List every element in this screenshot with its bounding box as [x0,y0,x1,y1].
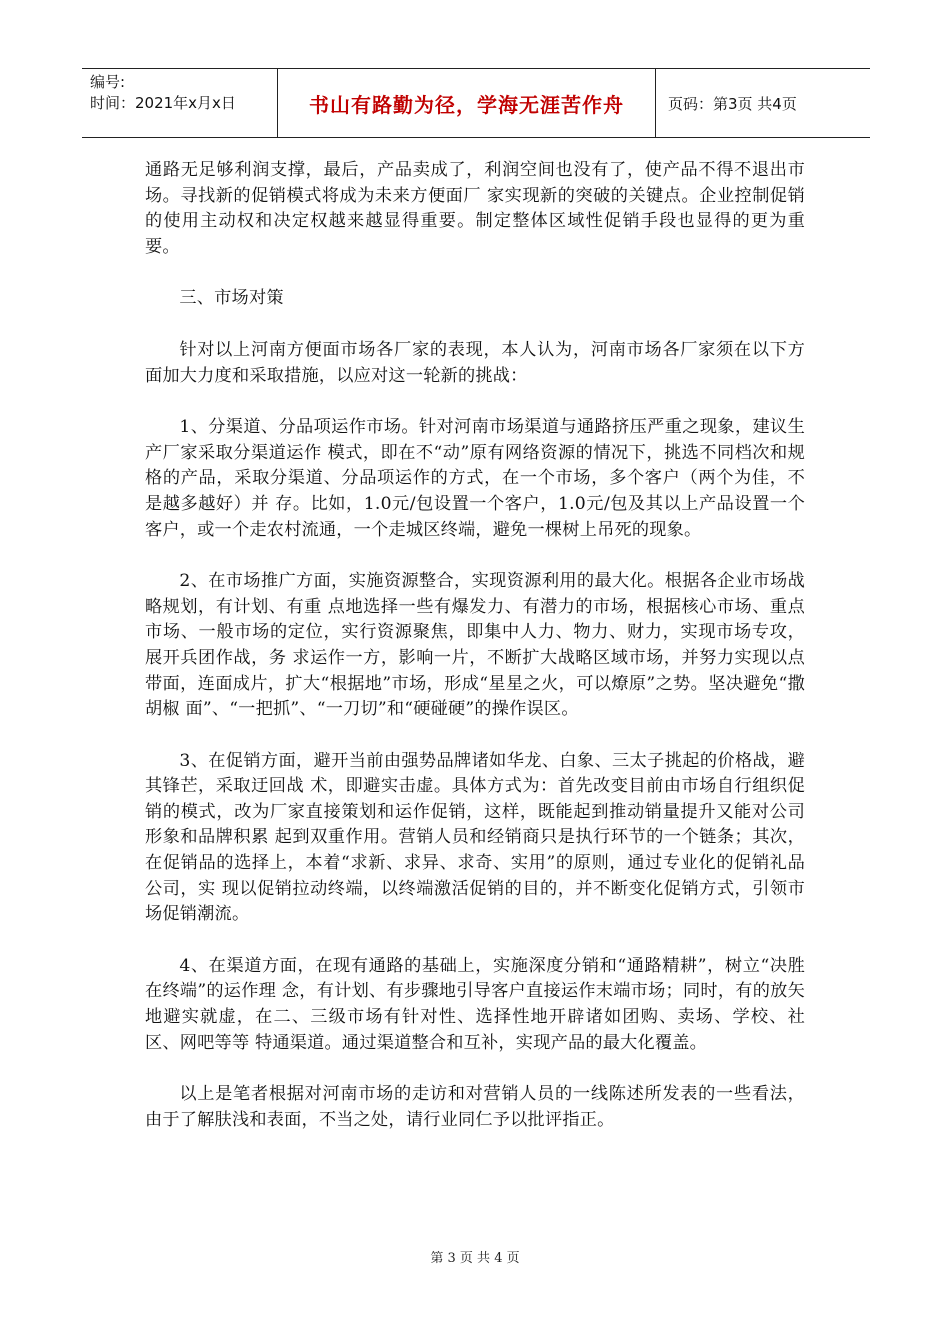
header-number-label: 编号: [90,73,126,91]
page-footer: 第 3 页 共 4 页 [430,1251,520,1266]
header-page-label: 页码：第3页 共4页 [668,94,797,113]
header-date-label: 时间：2021年x月x日 [90,94,236,112]
section-heading: 三、市场对策 [179,288,284,309]
body-paragraph: 以上是笔者根据对河南市场的走访和对营销人员的一线陈述所发表的一些看法，由于了解肤浅和表面，不当之处，请行业同仁予以批评指正。 [145,1084,805,1130]
body-paragraph: 3、在促销方面，避开当前由强势品牌诸如华龙、白象、三太子挑起的价格战，避其锋芒，采取迂回战 术，即避实击虚。具体方式为：首先改变目前由市场自行组织促销的模式，改为厂家直接策划和运作促销，这样，既能起到推动销量提升又能对公司形象和品牌积累 起到双重作用。营销人员和经销商只是执行环节的一个链条；其次，在促销品的选择上，本着“求新、求异、求奇、实用”的原则，通过专业化的促销礼品公司，实 现以促销拉动终端，以终端激活促销的目的，并不断变化促销方式，引领市场促销潮流。 [145,750,805,925]
header-meta [82,69,278,137]
body-paragraph: 2、在市场推广方面，实施资源整合，实现资源利用的最大化。根据各企业市场战略规划，有计划、有重 点地选择一些有爆发力、有潜力的市场，根据核心市场、重点市场、一般市场的定位，实行资源聚焦，即集中人力、物力、财力，实现市场专攻，展开兵团作战，务 求运作一方，影响一片，不断扩大战略区域市场，并努力实现以点带面，连面成片，扩大“根据地”市场，形成“星星之火，可以燎原”之势。坚决避免“撒胡椒 面”、“一把抓”、“一刀切”和“硬碰硬”的操作误区。 [145,571,805,720]
body-paragraph: 针对以上河南方便面市场各厂家的表现，本人认为，河南市场各厂家须在以下方面加大力度和采取措施，以应对这一轮新的挑战： [145,339,805,386]
document-body [145,158,805,1159]
body-paragraph: 1、分渠道、分品项运作市场。针对河南市场渠道与通路挤压严重之现象，建议生产厂家采取分渠道运作 模式，即在不“动”原有网络资源的情况下，挑选不同档次和规格的产品，采取分渠道、分品项运作的方式，在一个市场，多个客户（两个为佳，不是越多越好）并 存。比如，1.0元/包设置一个客户，1.0元/包及其以上产品设置一个客户，或一个走农村流通，一个走城区终端，避免一棵树上吊死的现象。 [145,417,805,540]
page-header [82,68,870,138]
header-motto: 书山有路勤为径，学海无涯苦作舟 [278,69,656,137]
body-paragraph: 4、在渠道方面，在现有通路的基础上，实施深度分销和“通路精耕”，树立“决胜在终端”的运作理 念，有计划、有步骤地引导客户直接运作末端市场；同时，有的放矢地避实就虚，在二、三级市场有针对性、选择性地开辟诸如团购、卖场、学校、社区、网吧等等 特通渠道。通过渠道整合和互补，实现产品的最大化覆盖。 [145,955,805,1053]
body-paragraph: 通路无足够利润支撑，最后，产品卖成了，利润空间也没有了，使产品不得不退出市场。寻找新的促销模式将成为未来方便面厂 家实现新的突破的关键点。企业控制促销的使用主动权和决定权越来越显得重要。制定整体区域性促销手段也显得的更为重要。 [145,160,805,257]
